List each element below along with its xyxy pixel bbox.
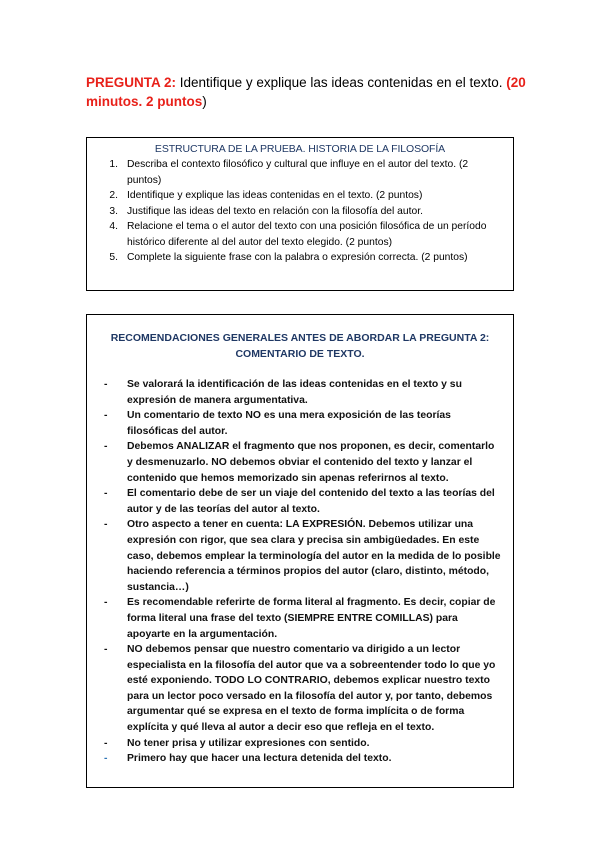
list-item-text: Otro aspecto a tener en cuenta: LA EXPRESIÓN. Debemos utilizar una expresión con rigor, que sea clara y precisa sin ambigüedades. En este caso, debemos emplear la terminología del autor en la medida de lo posible haciendo referencia a términos propios del autor (claro, distinto, método, sustancia…) (127, 519, 501, 593)
list-item (87, 204, 513, 220)
list-item-number: 1. (109, 159, 118, 170)
list-item-text: Identifique y explique las ideas contenidas en el texto. (2 puntos) (127, 190, 423, 201)
list-item-text: Es recomendable referirte de forma literal al fragmento. Es decir, copiar de forma literal una frase del texto (SIEMPRE ENTRE COMILLAS) para apoyarte en la argumentación. (127, 597, 496, 640)
list-item-text: Primero hay que hacer una lectura detenida del texto. (127, 753, 392, 765)
exam-structure-title: ESTRUCTURA DE LA PRUEBA. HISTORIA DE LA FILOSOFÍA (154, 143, 446, 155)
list-item (87, 157, 513, 188)
bullet-dash: - (104, 597, 108, 609)
list-item-number: 5. (109, 252, 118, 263)
bullet-dash: - (104, 753, 108, 765)
bullet-dash: - (104, 644, 108, 656)
list-item-text: Describa el contexto filosófico y cultural que influye en el autor del texto. (2 puntos) (127, 159, 469, 186)
bullet-dash: - (104, 488, 108, 500)
bullet-dash: - (104, 737, 108, 749)
exam-structure-list (87, 157, 513, 266)
list-item-text: NO debemos pensar que nuestro comentario va dirigido a un lector especialista en la filosofía del autor que va a sobreentender todo lo que yo esté exponiendo. TODO LO CONTRARIO, debemos explicar nuestro texto para un lector poco versado en la filosofía del autor y, por tanto, debemos argumentar qué se expresa en el texto de forma implícita o de forma explícita y qué lleva al autor a decir eso que refleja en el texto. (127, 644, 496, 734)
question-text: Identifique y explique las ideas contenidas en el texto. (179, 75, 503, 90)
question-label: PREGUNTA 2: (86, 75, 177, 90)
list-item-number: 3. (109, 205, 118, 217)
exam-structure-box (86, 137, 514, 291)
list-item-text: Complete la siguiente frase con la palabra o expresión correcta. (2 puntos) (127, 252, 468, 263)
list-item (87, 408, 513, 439)
recommendations-list (87, 377, 513, 767)
list-item-text: No tener prisa y utilizar expresiones con sentido. (127, 737, 370, 749)
list-item (87, 517, 513, 595)
list-item (87, 188, 513, 204)
list-item (87, 377, 513, 408)
list-item (87, 486, 513, 517)
list-item-number: 4. (109, 221, 118, 232)
list-item-text: Se valorará la identificación de las ideas contenidas en el texto y su expresión de manera argumentativa. (127, 379, 462, 406)
list-item-text: Justifique las ideas del texto en relación con la filosofía del autor. (127, 205, 423, 217)
list-item (87, 642, 513, 736)
list-item-text: Debemos ANALIZAR el fragmento que nos proponen, es decir, comentarlo y desmenuzarlo. NO debemos obviar el contenido del texto y lanzar el contenido que hemos memorizado sin apenas referirnos al texto. (127, 441, 495, 484)
question-score-open: (20 (506, 75, 526, 90)
bullet-dash: - (104, 519, 108, 531)
list-item (87, 595, 513, 642)
bullet-dash: - (104, 410, 108, 422)
list-item (87, 751, 513, 767)
list-item-text: El comentario debe de ser un viaje del contenido del texto a las teorías del autor y de las teorías del autor al texto. (127, 488, 495, 515)
list-item (87, 219, 513, 250)
bullet-dash: - (104, 379, 108, 390)
list-item (87, 439, 513, 486)
recommendations-title: RECOMENDACIONES GENERALES ANTES DE ABORDAR LA PREGUNTA 2: COMENTARIO DE TEXTO. (110, 332, 490, 360)
question-score-rest: minutos. 2 puntos (86, 94, 203, 109)
list-item-text: Un comentario de texto NO es una mera exposición de las teorías filosóficas del autor. (127, 410, 451, 437)
list-item-number: 2. (109, 190, 118, 201)
recommendations-box (86, 314, 514, 788)
question-heading (86, 73, 526, 111)
bullet-dash: - (104, 441, 108, 453)
list-item (87, 250, 513, 266)
question-score-close: ) (202, 94, 207, 109)
list-item-text: Relacione el tema o el autor del texto con una posición filosófica de un período histórico diferente al del autor del texto elegido. (2 puntos) (127, 221, 487, 248)
list-item (87, 736, 513, 752)
